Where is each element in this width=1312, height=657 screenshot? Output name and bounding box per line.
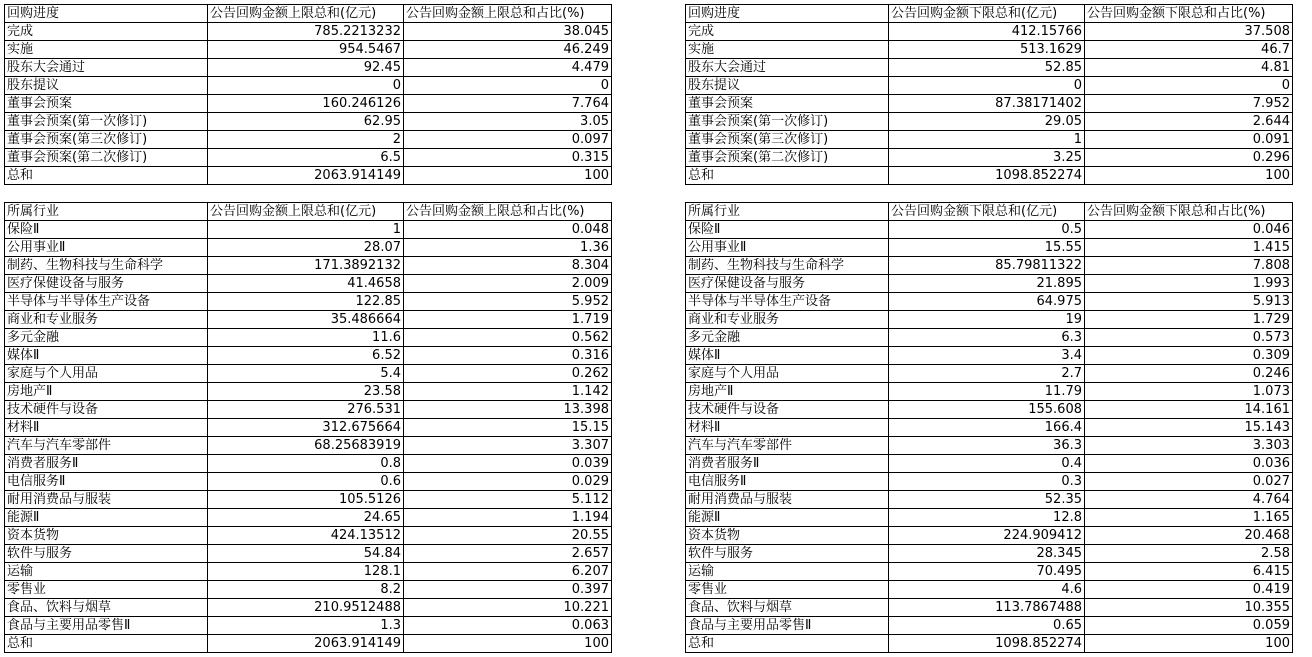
value-cell: 14.161 bbox=[1085, 401, 1293, 419]
table-row bbox=[686, 509, 1293, 527]
table-row bbox=[686, 113, 1293, 131]
table-row bbox=[686, 545, 1293, 563]
table-row bbox=[686, 347, 1293, 365]
value-cell: 52.35 bbox=[889, 491, 1085, 509]
value-cell: 28.345 bbox=[889, 545, 1085, 563]
value-cell: 36.3 bbox=[889, 437, 1085, 455]
value-cell: 15.143 bbox=[1085, 419, 1293, 437]
table-row bbox=[686, 437, 1293, 455]
value-cell: 23.58 bbox=[208, 383, 404, 401]
value-cell: 5.913 bbox=[1085, 293, 1293, 311]
value-cell: 6.5 bbox=[208, 149, 404, 167]
value-cell: 105.5126 bbox=[208, 491, 404, 509]
value-cell: 424.13512 bbox=[208, 527, 404, 545]
table-row bbox=[5, 257, 612, 275]
value-cell: 5.4 bbox=[208, 365, 404, 383]
table-row bbox=[5, 239, 612, 257]
table-row bbox=[686, 383, 1293, 401]
row-label-cell: 董事会预案(第三次修订) bbox=[686, 131, 889, 149]
value-cell: 0.059 bbox=[1085, 617, 1293, 635]
row-label-cell: 半导体与半导体生产设备 bbox=[5, 293, 208, 311]
value-cell: 11.6 bbox=[208, 329, 404, 347]
value-cell: 954.5467 bbox=[208, 41, 404, 59]
row-label-cell: 技术硬件与设备 bbox=[686, 401, 889, 419]
row-label-cell: 资本货物 bbox=[686, 527, 889, 545]
column-header: 公告回购金额上限总和(亿元) bbox=[208, 5, 404, 23]
value-cell: 122.85 bbox=[208, 293, 404, 311]
row-label-cell: 技术硬件与设备 bbox=[5, 401, 208, 419]
row-label-cell: 制药、生物科技与生命科学 bbox=[686, 257, 889, 275]
table-row bbox=[5, 95, 612, 113]
value-cell: 0.029 bbox=[404, 473, 612, 491]
value-cell: 0 bbox=[889, 77, 1085, 95]
value-cell: 0.6 bbox=[208, 473, 404, 491]
table-row bbox=[686, 455, 1293, 473]
table-row bbox=[686, 221, 1293, 239]
table-row bbox=[5, 329, 612, 347]
row-label-cell: 食品与主要用品零售Ⅱ bbox=[5, 617, 208, 635]
value-cell: 10.355 bbox=[1085, 599, 1293, 617]
value-cell: 2.657 bbox=[404, 545, 612, 563]
value-cell: 1.073 bbox=[1085, 383, 1293, 401]
value-cell: 100 bbox=[404, 167, 612, 185]
column-header: 公告回购金额下限总和占比(%) bbox=[1085, 5, 1293, 23]
table-row bbox=[5, 527, 612, 545]
column-header: 回购进度 bbox=[686, 5, 889, 23]
table-row bbox=[5, 599, 612, 617]
table-row bbox=[686, 149, 1293, 167]
value-cell: 41.4658 bbox=[208, 275, 404, 293]
value-cell: 3.307 bbox=[404, 437, 612, 455]
row-label-cell: 汽车与汽车零部件 bbox=[686, 437, 889, 455]
value-cell: 15.55 bbox=[889, 239, 1085, 257]
table-row bbox=[5, 131, 612, 149]
value-cell: 85.79811322 bbox=[889, 257, 1085, 275]
value-cell: 160.246126 bbox=[208, 95, 404, 113]
column-header: 公告回购金额上限总和占比(%) bbox=[404, 203, 612, 221]
table-row bbox=[5, 401, 612, 419]
value-cell: 62.95 bbox=[208, 113, 404, 131]
value-cell: 0.048 bbox=[404, 221, 612, 239]
value-cell: 1.165 bbox=[1085, 509, 1293, 527]
table-row bbox=[686, 311, 1293, 329]
value-cell: 0.091 bbox=[1085, 131, 1293, 149]
value-cell: 0 bbox=[1085, 77, 1293, 95]
value-cell: 6.52 bbox=[208, 347, 404, 365]
value-cell: 1.36 bbox=[404, 239, 612, 257]
value-cell: 0 bbox=[208, 77, 404, 95]
value-cell: 0.8 bbox=[208, 455, 404, 473]
table-row bbox=[5, 41, 612, 59]
value-cell: 210.9512488 bbox=[208, 599, 404, 617]
table-row bbox=[5, 437, 612, 455]
table-row bbox=[5, 365, 612, 383]
table-row bbox=[686, 419, 1293, 437]
value-cell: 0.027 bbox=[1085, 473, 1293, 491]
row-label-cell: 多元金融 bbox=[686, 329, 889, 347]
value-cell: 6.3 bbox=[889, 329, 1085, 347]
column-header: 公告回购金额下限总和(亿元) bbox=[889, 5, 1085, 23]
value-cell: 13.398 bbox=[404, 401, 612, 419]
row-label-cell: 商业和专业服务 bbox=[686, 311, 889, 329]
row-label-cell: 股东大会通过 bbox=[5, 59, 208, 77]
table-row bbox=[686, 95, 1293, 113]
row-label-cell: 完成 bbox=[5, 23, 208, 41]
value-cell: 1.719 bbox=[404, 311, 612, 329]
table-row bbox=[686, 617, 1293, 635]
table-row bbox=[5, 23, 612, 41]
value-cell: 20.55 bbox=[404, 527, 612, 545]
row-label-cell: 消费者服务Ⅱ bbox=[5, 455, 208, 473]
industry-upper-table bbox=[4, 202, 612, 653]
row-label-cell: 多元金融 bbox=[5, 329, 208, 347]
value-cell: 24.65 bbox=[208, 509, 404, 527]
table-row bbox=[5, 383, 612, 401]
value-cell: 1.729 bbox=[1085, 311, 1293, 329]
value-cell: 166.4 bbox=[889, 419, 1085, 437]
value-cell: 15.15 bbox=[404, 419, 612, 437]
table-row bbox=[5, 617, 612, 635]
row-label-cell: 运输 bbox=[686, 563, 889, 581]
row-label-cell: 董事会预案(第三次修订) bbox=[5, 131, 208, 149]
row-label-cell: 材料Ⅱ bbox=[5, 419, 208, 437]
value-cell: 70.495 bbox=[889, 563, 1085, 581]
row-label-cell: 保险Ⅱ bbox=[5, 221, 208, 239]
value-cell: 276.531 bbox=[208, 401, 404, 419]
value-cell: 0.65 bbox=[889, 617, 1085, 635]
value-cell: 0.316 bbox=[404, 347, 612, 365]
table-row bbox=[686, 599, 1293, 617]
table-row bbox=[5, 581, 612, 599]
value-cell: 0.246 bbox=[1085, 365, 1293, 383]
value-cell: 5.952 bbox=[404, 293, 612, 311]
table-row bbox=[5, 563, 612, 581]
value-cell: 412.15766 bbox=[889, 23, 1085, 41]
value-cell: 10.221 bbox=[404, 599, 612, 617]
value-cell: 6.207 bbox=[404, 563, 612, 581]
value-cell: 4.6 bbox=[889, 581, 1085, 599]
column-header: 所属行业 bbox=[5, 203, 208, 221]
header-row bbox=[5, 5, 612, 23]
row-label-cell: 半导体与半导体生产设备 bbox=[686, 293, 889, 311]
value-cell: 2.009 bbox=[404, 275, 612, 293]
row-label-cell: 董事会预案(第一次修订) bbox=[686, 113, 889, 131]
row-label-cell: 股东提议 bbox=[5, 77, 208, 95]
value-cell: 29.05 bbox=[889, 113, 1085, 131]
row-label-cell: 食品、饮料与烟草 bbox=[5, 599, 208, 617]
table-row bbox=[686, 257, 1293, 275]
value-cell: 7.764 bbox=[404, 95, 612, 113]
value-cell: 0.046 bbox=[1085, 221, 1293, 239]
row-label-cell: 资本货物 bbox=[5, 527, 208, 545]
row-label-cell: 零售业 bbox=[5, 581, 208, 599]
table-row bbox=[5, 473, 612, 491]
progress-upper-table bbox=[4, 4, 612, 185]
row-label-cell: 保险Ⅱ bbox=[686, 221, 889, 239]
row-label-cell: 软件与服务 bbox=[686, 545, 889, 563]
value-cell: 46.7 bbox=[1085, 41, 1293, 59]
table-row bbox=[686, 167, 1293, 185]
value-cell: 7.952 bbox=[1085, 95, 1293, 113]
table-row bbox=[5, 59, 612, 77]
value-cell: 155.608 bbox=[889, 401, 1085, 419]
value-cell: 0.397 bbox=[404, 581, 612, 599]
value-cell: 8.304 bbox=[404, 257, 612, 275]
value-cell: 0.036 bbox=[1085, 455, 1293, 473]
table-row bbox=[686, 473, 1293, 491]
table-row bbox=[5, 545, 612, 563]
table-row bbox=[686, 365, 1293, 383]
table-row bbox=[686, 59, 1293, 77]
row-label-cell: 医疗保健设备与服务 bbox=[686, 275, 889, 293]
value-cell: 0.5 bbox=[889, 221, 1085, 239]
value-cell: 0.562 bbox=[404, 329, 612, 347]
value-cell: 4.81 bbox=[1085, 59, 1293, 77]
row-label-cell: 运输 bbox=[5, 563, 208, 581]
value-cell: 28.07 bbox=[208, 239, 404, 257]
row-label-cell: 家庭与个人用品 bbox=[5, 365, 208, 383]
row-label-cell: 实施 bbox=[5, 41, 208, 59]
row-label-cell: 耐用消费品与服装 bbox=[686, 491, 889, 509]
row-label-cell: 公用事业Ⅱ bbox=[686, 239, 889, 257]
value-cell: 4.764 bbox=[1085, 491, 1293, 509]
value-cell: 0.419 bbox=[1085, 581, 1293, 599]
row-label-cell: 董事会预案(第二次修订) bbox=[5, 149, 208, 167]
header-row bbox=[686, 5, 1293, 23]
value-cell: 0.573 bbox=[1085, 329, 1293, 347]
value-cell: 100 bbox=[1085, 167, 1293, 185]
header-row bbox=[5, 203, 612, 221]
value-cell: 3.25 bbox=[889, 149, 1085, 167]
value-cell: 0 bbox=[404, 77, 612, 95]
row-label-cell: 董事会预案 bbox=[5, 95, 208, 113]
value-cell: 312.675664 bbox=[208, 419, 404, 437]
value-cell: 100 bbox=[1085, 635, 1293, 653]
value-cell: 3.303 bbox=[1085, 437, 1293, 455]
table-row bbox=[5, 635, 612, 653]
table-row bbox=[5, 113, 612, 131]
row-label-cell: 能源Ⅱ bbox=[686, 509, 889, 527]
value-cell: 1.993 bbox=[1085, 275, 1293, 293]
row-label-cell: 公用事业Ⅱ bbox=[5, 239, 208, 257]
column-header: 公告回购金额上限总和占比(%) bbox=[404, 5, 612, 23]
row-label-cell: 食品与主要用品零售Ⅱ bbox=[686, 617, 889, 635]
value-cell: 785.2213232 bbox=[208, 23, 404, 41]
value-cell: 87.38171402 bbox=[889, 95, 1085, 113]
table-row bbox=[686, 41, 1293, 59]
value-cell: 0.296 bbox=[1085, 149, 1293, 167]
column-header: 公告回购金额下限总和(亿元) bbox=[889, 203, 1085, 221]
value-cell: 3.05 bbox=[404, 113, 612, 131]
row-label-cell: 耐用消费品与服装 bbox=[5, 491, 208, 509]
table-row bbox=[5, 311, 612, 329]
row-label-cell: 商业和专业服务 bbox=[5, 311, 208, 329]
table-row bbox=[686, 527, 1293, 545]
value-cell: 0.262 bbox=[404, 365, 612, 383]
row-label-cell: 医疗保健设备与服务 bbox=[5, 275, 208, 293]
value-cell: 19 bbox=[889, 311, 1085, 329]
row-label-cell: 汽车与汽车零部件 bbox=[5, 437, 208, 455]
value-cell: 38.045 bbox=[404, 23, 612, 41]
column-header: 公告回购金额上限总和(亿元) bbox=[208, 203, 404, 221]
table-row bbox=[686, 329, 1293, 347]
table-row bbox=[686, 239, 1293, 257]
value-cell: 35.486664 bbox=[208, 311, 404, 329]
value-cell: 2063.914149 bbox=[208, 635, 404, 653]
value-cell: 128.1 bbox=[208, 563, 404, 581]
value-cell: 0.063 bbox=[404, 617, 612, 635]
row-label-cell: 完成 bbox=[686, 23, 889, 41]
value-cell: 0.3 bbox=[889, 473, 1085, 491]
value-cell: 7.808 bbox=[1085, 257, 1293, 275]
value-cell: 1098.852274 bbox=[889, 635, 1085, 653]
row-label-cell: 软件与服务 bbox=[5, 545, 208, 563]
value-cell: 54.84 bbox=[208, 545, 404, 563]
value-cell: 64.975 bbox=[889, 293, 1085, 311]
table-row bbox=[686, 275, 1293, 293]
row-label-cell: 零售业 bbox=[686, 581, 889, 599]
value-cell: 5.112 bbox=[404, 491, 612, 509]
table-row bbox=[686, 23, 1293, 41]
value-cell: 1.3 bbox=[208, 617, 404, 635]
table-row bbox=[5, 419, 612, 437]
value-cell: 68.25683919 bbox=[208, 437, 404, 455]
value-cell: 8.2 bbox=[208, 581, 404, 599]
table-row bbox=[5, 167, 612, 185]
value-cell: 1.142 bbox=[404, 383, 612, 401]
value-cell: 0.315 bbox=[404, 149, 612, 167]
table-row bbox=[5, 221, 612, 239]
row-label-cell: 房地产Ⅱ bbox=[686, 383, 889, 401]
row-label-cell: 消费者服务Ⅱ bbox=[686, 455, 889, 473]
table-row bbox=[686, 491, 1293, 509]
table-row bbox=[686, 563, 1293, 581]
value-cell: 92.45 bbox=[208, 59, 404, 77]
value-cell: 37.508 bbox=[1085, 23, 1293, 41]
row-label-cell: 实施 bbox=[686, 41, 889, 59]
column-header: 所属行业 bbox=[686, 203, 889, 221]
value-cell: 171.3892132 bbox=[208, 257, 404, 275]
table-row bbox=[686, 401, 1293, 419]
row-label-cell: 房地产Ⅱ bbox=[5, 383, 208, 401]
value-cell: 46.249 bbox=[404, 41, 612, 59]
table-row bbox=[5, 275, 612, 293]
progress-lower-table bbox=[685, 4, 1293, 185]
row-label-cell: 食品、饮料与烟草 bbox=[686, 599, 889, 617]
value-cell: 0.4 bbox=[889, 455, 1085, 473]
value-cell: 1 bbox=[889, 131, 1085, 149]
row-label-cell: 媒体Ⅱ bbox=[5, 347, 208, 365]
table-row bbox=[5, 77, 612, 95]
value-cell: 0.097 bbox=[404, 131, 612, 149]
header-row bbox=[686, 203, 1293, 221]
row-label-cell: 总和 bbox=[686, 167, 889, 185]
value-cell: 2063.914149 bbox=[208, 167, 404, 185]
row-label-cell: 材料Ⅱ bbox=[686, 419, 889, 437]
row-label-cell: 总和 bbox=[5, 167, 208, 185]
value-cell: 2.7 bbox=[889, 365, 1085, 383]
value-cell: 1.415 bbox=[1085, 239, 1293, 257]
row-label-cell: 制药、生物科技与生命科学 bbox=[5, 257, 208, 275]
value-cell: 0.309 bbox=[1085, 347, 1293, 365]
industry-lower-table bbox=[685, 202, 1293, 653]
value-cell: 1.194 bbox=[404, 509, 612, 527]
value-cell: 21.895 bbox=[889, 275, 1085, 293]
value-cell: 6.415 bbox=[1085, 563, 1293, 581]
table-row bbox=[5, 347, 612, 365]
row-label-cell: 股东大会通过 bbox=[686, 59, 889, 77]
row-label-cell: 家庭与个人用品 bbox=[686, 365, 889, 383]
row-label-cell: 董事会预案(第一次修订) bbox=[5, 113, 208, 131]
value-cell: 2 bbox=[208, 131, 404, 149]
value-cell: 2.644 bbox=[1085, 113, 1293, 131]
value-cell: 20.468 bbox=[1085, 527, 1293, 545]
table-row bbox=[686, 131, 1293, 149]
value-cell: 0.039 bbox=[404, 455, 612, 473]
value-cell: 11.79 bbox=[889, 383, 1085, 401]
row-label-cell: 能源Ⅱ bbox=[5, 509, 208, 527]
value-cell: 12.8 bbox=[889, 509, 1085, 527]
value-cell: 224.909412 bbox=[889, 527, 1085, 545]
value-cell: 3.4 bbox=[889, 347, 1085, 365]
value-cell: 1098.852274 bbox=[889, 167, 1085, 185]
value-cell: 100 bbox=[404, 635, 612, 653]
table-row bbox=[5, 491, 612, 509]
table-row bbox=[686, 635, 1293, 653]
table-row bbox=[5, 509, 612, 527]
value-cell: 113.7867488 bbox=[889, 599, 1085, 617]
table-row bbox=[5, 455, 612, 473]
row-label-cell: 电信服务Ⅱ bbox=[686, 473, 889, 491]
table-row bbox=[686, 293, 1293, 311]
table-row bbox=[686, 581, 1293, 599]
table-row bbox=[5, 293, 612, 311]
value-cell: 513.1629 bbox=[889, 41, 1085, 59]
column-header: 公告回购金额下限总和占比(%) bbox=[1085, 203, 1293, 221]
row-label-cell: 董事会预案 bbox=[686, 95, 889, 113]
table-row bbox=[686, 77, 1293, 95]
row-label-cell: 电信服务Ⅱ bbox=[5, 473, 208, 491]
value-cell: 1 bbox=[208, 221, 404, 239]
value-cell: 52.85 bbox=[889, 59, 1085, 77]
row-label-cell: 股东提议 bbox=[686, 77, 889, 95]
table-row bbox=[5, 149, 612, 167]
row-label-cell: 总和 bbox=[686, 635, 889, 653]
row-label-cell: 总和 bbox=[5, 635, 208, 653]
column-header: 回购进度 bbox=[5, 5, 208, 23]
value-cell: 4.479 bbox=[404, 59, 612, 77]
value-cell: 2.58 bbox=[1085, 545, 1293, 563]
row-label-cell: 董事会预案(第二次修订) bbox=[686, 149, 889, 167]
row-label-cell: 媒体Ⅱ bbox=[686, 347, 889, 365]
